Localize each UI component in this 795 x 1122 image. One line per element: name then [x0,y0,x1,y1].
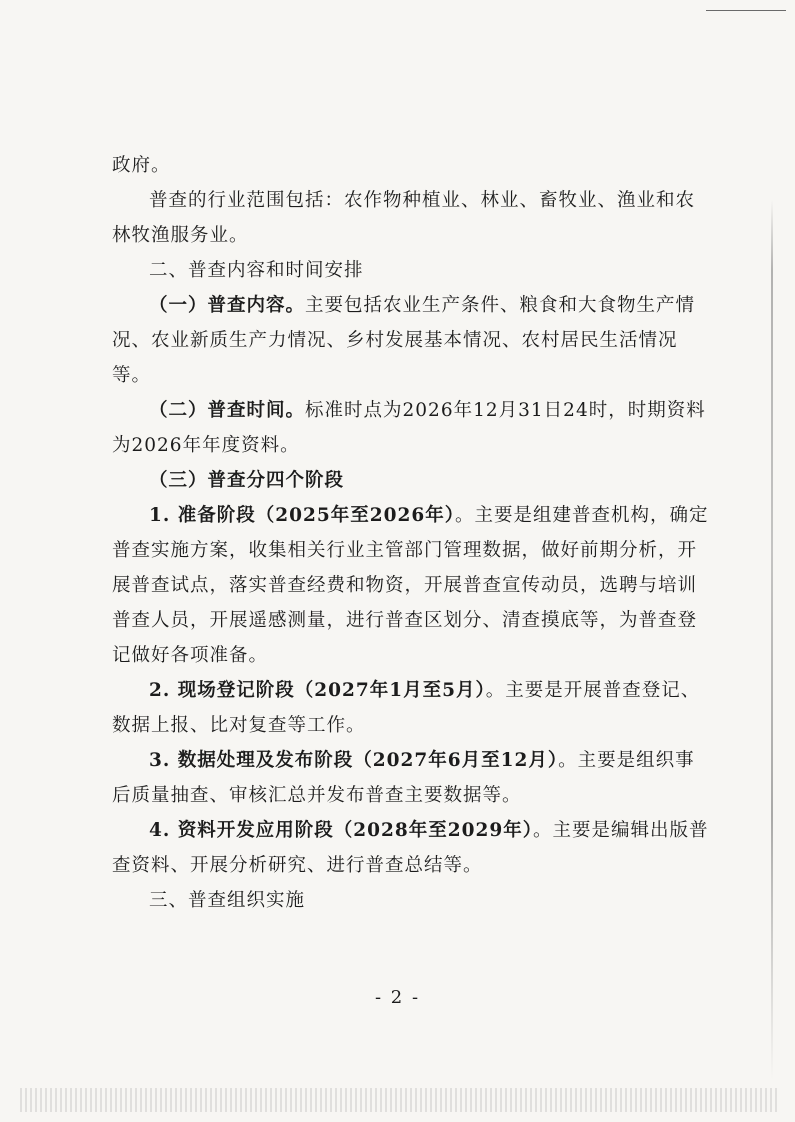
paragraph-stage-4 [112,813,712,883]
paragraph-continued: 政府。 [112,155,171,176]
paragraph-stage-1 [112,498,712,673]
page-number: - 2 - [374,987,421,1008]
stage-3-title: 3. 数据处理及发布阶段（2027年6月至12月） [149,750,559,771]
section-heading-3: 三、普查组织实施 [149,890,306,911]
paragraph-census-content [112,288,712,393]
paragraph-text: 。主要是组建普查机构，确定普查实施方案，收集相关行业主管部门管理数据，做好前期分析，开展普查试点，落实普查经费和物资，开展普查宣传动员，选聘与培训普查人员，开展遥感测量，进行普查区划分、清查摸底等，为普查登记做好各项准备。 [112,505,709,666]
paragraph-text: 主要包括农业生产条件、粮食和大食物生产情况、农业新质生产力情况、乡村发展基本情况、农村居民生活情况等。 [112,295,696,386]
paragraph-text: 。主要是开展普查登记、数据上报、比对复查等工作。 [112,680,701,736]
stage-4-title: 4. 资料开发应用阶段（2028年至2029年） [149,820,533,841]
scan-artifact-line [706,10,786,11]
paragraph-text: 。主要是组织事后质量抽查、审核汇总并发布普查主要数据等。 [112,750,695,806]
scan-artifact-edge [771,200,773,1080]
subheading-four-stages: （三）普查分四个阶段 [149,470,345,491]
paragraph-industry-scope: 普查的行业范围包括：农作物种植业、林业、畜牧业、渔业和农林牧渔服务业。 [112,190,696,246]
scan-artifact-noise [20,1088,780,1112]
stage-2-title: 2. 现场登记阶段（2027年1月至5月） [149,680,486,701]
subheading-census-content: （一）普查内容。 [149,295,306,316]
paragraph-text: 标准时点为2026年12月31日24时，时期资料为2026年年度资料。 [112,400,706,456]
stage-1-title: 1. 准备阶段（2025年至2026年） [149,505,455,526]
subheading-census-time: （二）普查时间。 [149,400,306,421]
paragraph-text: 。主要是编辑出版普查资料、开展分析研究、进行普查总结等。 [112,820,709,876]
paragraph-census-time [112,393,712,463]
paragraph-stage-2 [112,673,712,743]
section-heading-2: 二、普查内容和时间安排 [149,260,364,281]
paragraph-stage-3 [112,743,712,813]
document-body [112,148,712,918]
